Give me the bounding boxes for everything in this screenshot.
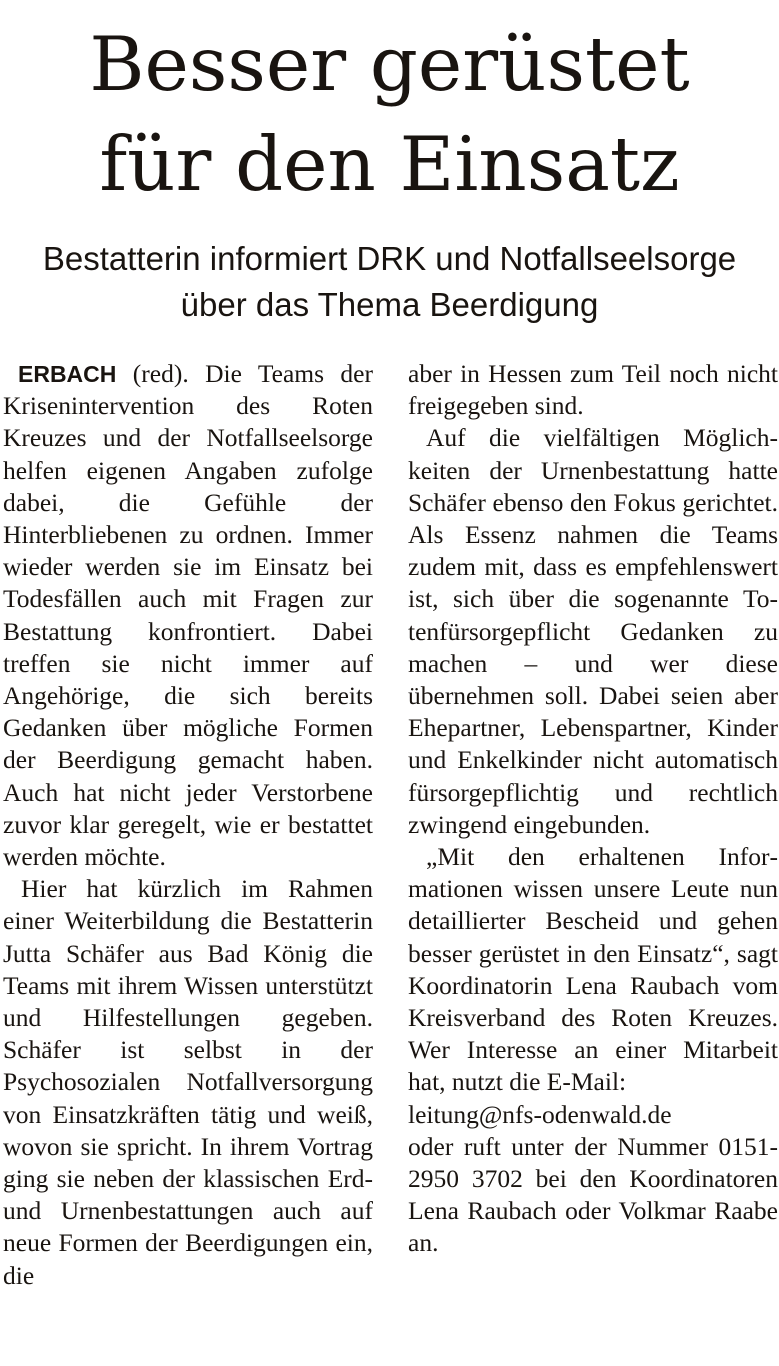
contact-email: leitung@nfs-odenwald.de bbox=[408, 1099, 672, 1129]
article-column-right bbox=[408, 358, 778, 1260]
headline bbox=[0, 14, 779, 214]
article-column-left bbox=[3, 358, 373, 1292]
subheadline bbox=[0, 236, 779, 328]
paragraph-1-text: (red). Die Teams der Krisenintervention des Roten Kreuzes und der Notfallseelsorge helfen eigenen Angaben zufolge dabei, die Gefühle der Hinterbliebenen zu ordnen. Immer wieder werden sie im Einsatz bei Todesfällen auch mit Fragen zur Bestattung konfrontiert. Dabei treffen sie nicht immer auf Angehörige, die sich bereits Gedanken über mögliche Formen der Beerdigung gemacht haben. Auch hat nicht jeder Verstorbene zuvor klar geregelt, wie er bestattet werden möchte. bbox=[3, 359, 373, 872]
paragraph-2-continued: aber in Hessen zum Teil noch nicht freigegeben sind. bbox=[408, 359, 778, 421]
paragraph-4: „Mit den erhaltenen Informationen wissen unsere Leute nun detaillierter Bescheid und gehen besser gerüstet in den Einsatz“, sagt Koordinatorin Lena Raubach vom Kreisverband des Roten Kreuzes. Wer Interesse an einer Mitarbeit hat, nutzt die E-Mail: bbox=[408, 842, 778, 1097]
dateline: ERBACH bbox=[18, 361, 117, 387]
paragraph-3: Auf die vielfältigen Möglichkeiten der Urnenbestattung hatte Schäfer ebenso den Fokus gerichtet. Als Essenz nahmen die Teams zudem mit, dass es empfehlenswert ist, sich über die sogenannte Totenfürsorgepflicht Gedanken zu machen – und wer diese übernehmen soll. Dabei seien aber Ehepartner, Lebenspartner, Kinder und Enkelkinder nicht automatisch fürsorgepflichtig und rechtlich zwingend eingebunden. bbox=[408, 423, 778, 839]
paragraph-5: oder ruft unter der Nummer 0151-2950 3702 bei den Koordinatoren Lena Raubach oder Volkmar Raabe an. bbox=[408, 1131, 778, 1258]
paragraph-2: Hier hat kürzlich im Rahmen einer Weiterbildung die Bestatterin Jutta Schäfer aus Bad König die Teams mit ihrem Wissen unterstützt und Hilfestellungen gegeben. Schäfer ist selbst in der Psychosozialen Notfallversorgung von Einsatzkräften tätig und weiß, wovon sie spricht. In ihrem Vortrag ging sie neben der klassischen Erd- und Urnenbestattungen auch auf neue Formen der Beerdigungen ein, die bbox=[3, 874, 373, 1290]
paragraph-1 bbox=[3, 358, 373, 873]
subhead-line-2: über das Thema Beerdigung bbox=[180, 286, 599, 323]
headline-line-2: für den Einsatz bbox=[99, 120, 680, 208]
subhead-line-1: Bestatterin informiert DRK und Notfallseelsorge bbox=[42, 240, 737, 277]
headline-line-1: Besser gerüstet bbox=[89, 20, 690, 108]
